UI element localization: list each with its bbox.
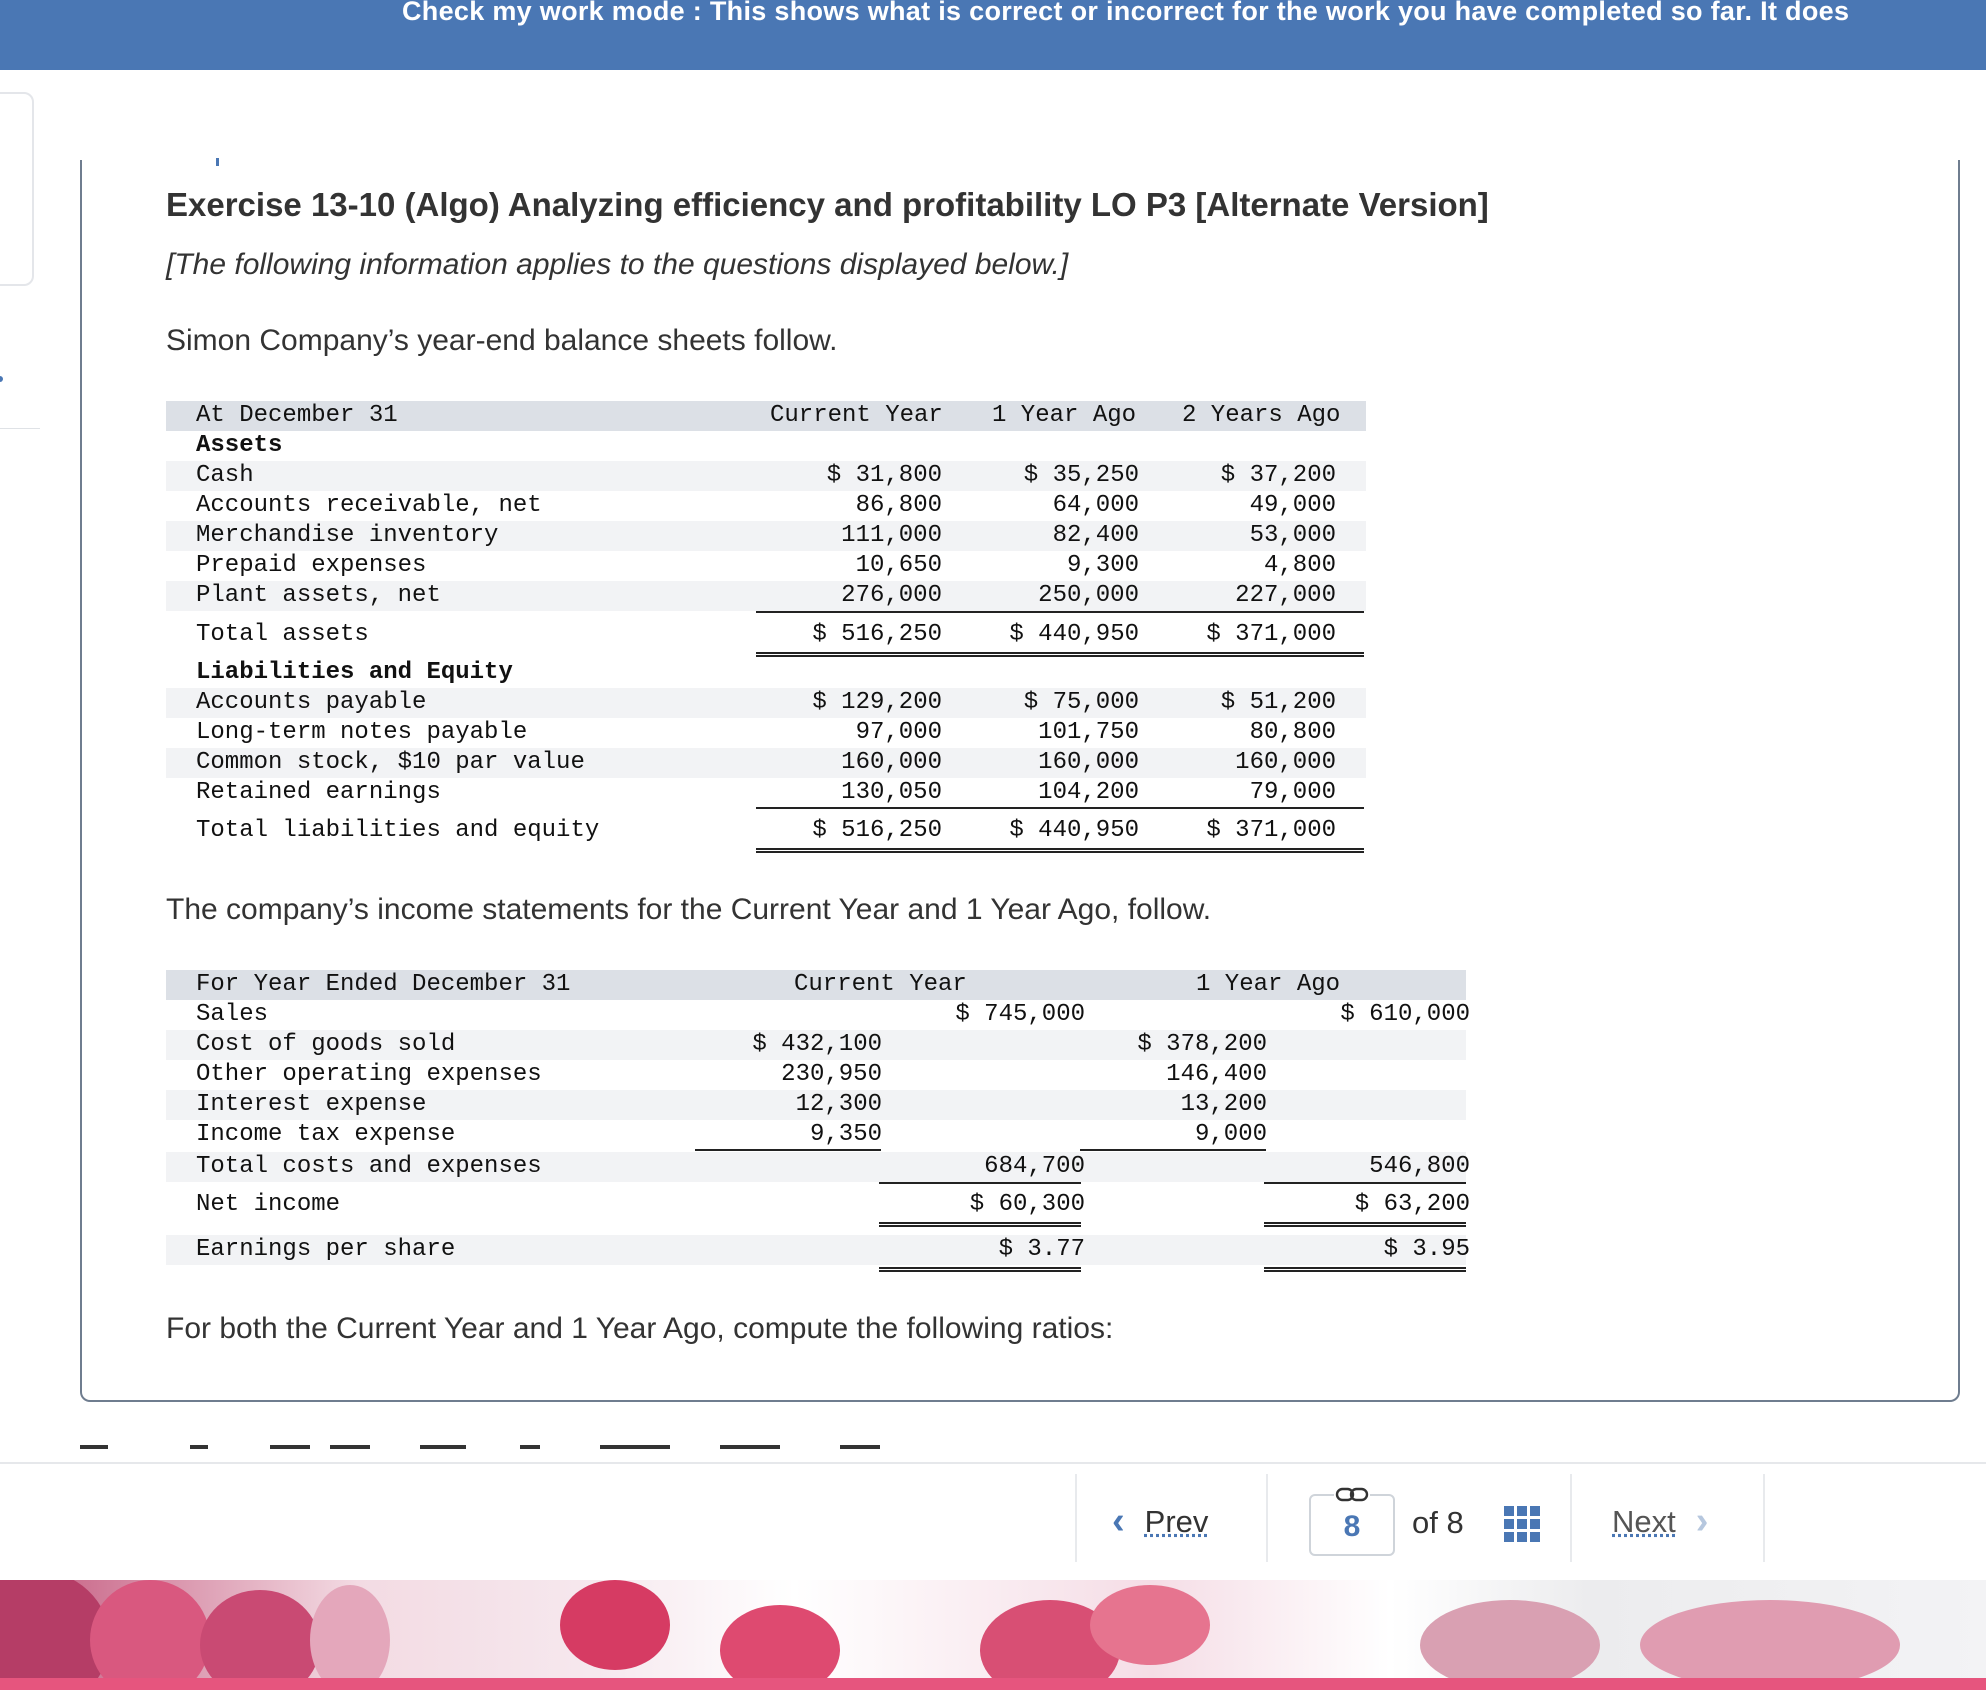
header-col-current: Current Year [794, 971, 967, 998]
balance-sheet-intro: Simon Company’s year-end balance sheets follow. [166, 324, 838, 357]
row-label: Total assets [196, 621, 369, 648]
row-label: Net income [196, 1191, 341, 1218]
nav-separator [1570, 1474, 1572, 1562]
eps-row [166, 1235, 1470, 1265]
cell-1yr: 9,000 [1194, 1121, 1267, 1148]
cell-current: 230,950 [781, 1061, 882, 1088]
cell-current: 86,800 [855, 492, 942, 519]
left-indicator-dot [0, 376, 3, 382]
sales-row [166, 1000, 1470, 1030]
total-costs-row [166, 1152, 1470, 1182]
subtotal-rule [879, 1182, 1081, 1184]
cell-current-total: $ 745,000 [955, 1001, 1085, 1028]
total-double-rule [1264, 1222, 1466, 1227]
grid-view-icon[interactable] [1504, 1506, 1540, 1542]
next-button[interactable] [1612, 1500, 1708, 1543]
nav-divider [0, 1462, 1986, 1464]
header-col-2yr: 2 Years Ago [1182, 402, 1341, 429]
cell-1yr-total: $ 63,200 [1354, 1191, 1470, 1218]
net-income-row [166, 1190, 1470, 1220]
desktop-wallpaper [0, 1580, 1986, 1690]
header-label: For Year Ended December 31 [196, 971, 571, 998]
subtotal-rule [756, 807, 1364, 809]
cell-current-total: $ 60,300 [969, 1191, 1085, 1218]
card-marker [216, 158, 219, 166]
table-row [166, 551, 1366, 581]
cell-1yr: 101,750 [1038, 719, 1139, 746]
table-row [166, 461, 1366, 491]
cell-2yr: 4,800 [1263, 552, 1336, 579]
cell-2yr: $ 371,000 [1206, 621, 1336, 648]
total-assets-row [166, 620, 1366, 650]
prev-label: Prev [1144, 1503, 1209, 1539]
total-double-rule [879, 1267, 1081, 1272]
cell-2yr: $ 371,000 [1206, 817, 1336, 844]
nav-separator [1763, 1474, 1765, 1562]
cell-current: $ 432,100 [752, 1031, 882, 1058]
check-my-work-banner [0, 0, 1986, 70]
exercise-intro: [The following information applies to the questions displayed below.] [166, 248, 1069, 281]
next-section-peek [80, 1445, 940, 1459]
subtotal-rule [1264, 1182, 1466, 1184]
ratios-intro: For both the Current Year and 1 Year Ago, compute the following ratios: [166, 1312, 1114, 1345]
income-statement-header [166, 970, 1466, 1000]
cell-1yr: 104,200 [1038, 779, 1139, 806]
row-label: Retained earnings [196, 779, 441, 806]
row-label: Common stock, $10 par value [196, 749, 585, 776]
row-label: Total liabilities and equity [196, 817, 600, 844]
nav-separator [1266, 1474, 1268, 1562]
cell-1yr: 82,400 [1052, 522, 1139, 549]
next-label: Next [1612, 1503, 1676, 1539]
total-double-rule [879, 1222, 1081, 1227]
table-row [166, 1030, 1466, 1060]
left-panel-edge [0, 92, 34, 286]
cell-current: $ 129,200 [812, 689, 942, 716]
table-row [166, 1060, 1466, 1090]
header-col-current: Current Year [770, 402, 943, 429]
cell-current: 111,000 [841, 522, 942, 549]
table-row [166, 688, 1366, 718]
cell-1yr: $ 35,250 [1023, 462, 1139, 489]
cell-2yr: 227,000 [1235, 582, 1336, 609]
total-double-rule [756, 652, 1364, 657]
table-row [166, 491, 1366, 521]
liabilities-heading-row [166, 658, 1366, 688]
row-label: Accounts receivable, net [196, 492, 542, 519]
income-statement-table [166, 970, 1470, 1280]
total-double-rule [1264, 1267, 1466, 1272]
cell-current: $ 516,250 [812, 817, 942, 844]
assets-heading: Assets [196, 432, 283, 459]
expense-rule [695, 1149, 881, 1151]
cell-1yr: $ 75,000 [1023, 689, 1139, 716]
cell-1yr: $ 440,950 [1009, 621, 1139, 648]
row-label: Long-term notes payable [196, 719, 528, 746]
table-row [166, 581, 1366, 611]
header-col-1yr: 1 Year Ago [992, 402, 1137, 429]
cell-current-total: $ 3.77 [998, 1236, 1085, 1263]
table-row [166, 748, 1366, 778]
row-label: Total costs and expenses [196, 1153, 542, 1180]
row-label: Other operating expenses [196, 1061, 542, 1088]
row-label: Sales [196, 1001, 269, 1028]
cell-2yr: 53,000 [1249, 522, 1336, 549]
cell-current: 130,050 [841, 779, 942, 806]
cell-current: 10,650 [855, 552, 942, 579]
cell-2yr: $ 37,200 [1220, 462, 1336, 489]
wallpaper-bottom-band [0, 1678, 1986, 1690]
link-icon [1334, 1486, 1370, 1504]
header-label: At December 31 [196, 402, 398, 429]
prev-button[interactable] [1112, 1500, 1208, 1543]
row-label: Cost of goods sold [196, 1031, 456, 1058]
chevron-left-icon: ‹ [1112, 1500, 1125, 1542]
cell-current: 9,350 [809, 1121, 882, 1148]
liabilities-heading: Liabilities and Equity [196, 659, 513, 686]
cell-1yr: $ 440,950 [1009, 817, 1139, 844]
cell-2yr: 79,000 [1249, 779, 1336, 806]
row-label: Earnings per share [196, 1236, 456, 1263]
cell-1yr: 13,200 [1180, 1091, 1267, 1118]
expense-rule [1080, 1149, 1266, 1151]
cell-2yr: 80,800 [1249, 719, 1336, 746]
nav-separator [1075, 1474, 1077, 1562]
chevron-right-icon: › [1695, 1500, 1709, 1542]
cell-1yr-total: 546,800 [1369, 1153, 1470, 1180]
table-row [166, 778, 1366, 808]
cell-current: 97,000 [855, 719, 942, 746]
row-label: Accounts payable [196, 689, 427, 716]
row-label: Interest expense [196, 1091, 427, 1118]
cell-1yr-total: $ 3.95 [1383, 1236, 1470, 1263]
total-liabilities-row [166, 816, 1366, 846]
cell-current: 12,300 [795, 1091, 882, 1118]
cell-2yr: $ 51,200 [1220, 689, 1336, 716]
table-row [166, 521, 1366, 551]
cell-1yr: 160,000 [1038, 749, 1139, 776]
cell-1yr: 250,000 [1038, 582, 1139, 609]
table-row [166, 718, 1366, 748]
income-statement-intro: The company’s income statements for the Current Year and 1 Year Ago, follow. [166, 893, 1212, 926]
subtotal-rule [756, 611, 1364, 613]
cell-2yr: 160,000 [1235, 749, 1336, 776]
row-label: Merchandise inventory [196, 522, 499, 549]
exercise-title: Exercise 13-10 (Algo) Analyzing efficiency and profitability LO P3 [Alternate Version] [166, 186, 1489, 223]
total-double-rule [756, 848, 1364, 853]
cell-current: $ 31,800 [826, 462, 942, 489]
cell-2yr: 49,000 [1249, 492, 1336, 519]
cell-current-total: 684,700 [984, 1153, 1085, 1180]
cell-1yr: 9,300 [1066, 552, 1139, 579]
cell-current: 276,000 [841, 582, 942, 609]
cell-1yr: $ 378,200 [1137, 1031, 1267, 1058]
cell-1yr: 64,000 [1052, 492, 1139, 519]
row-label: Prepaid expenses [196, 552, 427, 579]
assets-heading-row [166, 431, 1366, 461]
table-row [166, 1120, 1466, 1150]
header-col-1yr: 1 Year Ago [1196, 971, 1341, 998]
cell-1yr-total: $ 610,000 [1340, 1001, 1470, 1028]
page-total: of 8 [1412, 1505, 1464, 1540]
balance-sheet-table [166, 401, 1366, 861]
left-divider [0, 428, 40, 429]
table-row [166, 1090, 1466, 1120]
row-label: Plant assets, net [196, 582, 441, 609]
banner-text: Check my work mode : This shows what is correct or incorrect for the work you have completed so far. It does [402, 0, 1850, 26]
balance-sheet-header [166, 401, 1366, 431]
current-page-number: 8 [1343, 1510, 1361, 1543]
cell-1yr: 146,400 [1166, 1061, 1267, 1088]
cell-current: 160,000 [841, 749, 942, 776]
row-label: Cash [196, 462, 254, 489]
row-label: Income tax expense [196, 1121, 456, 1148]
cell-current: $ 516,250 [812, 621, 942, 648]
